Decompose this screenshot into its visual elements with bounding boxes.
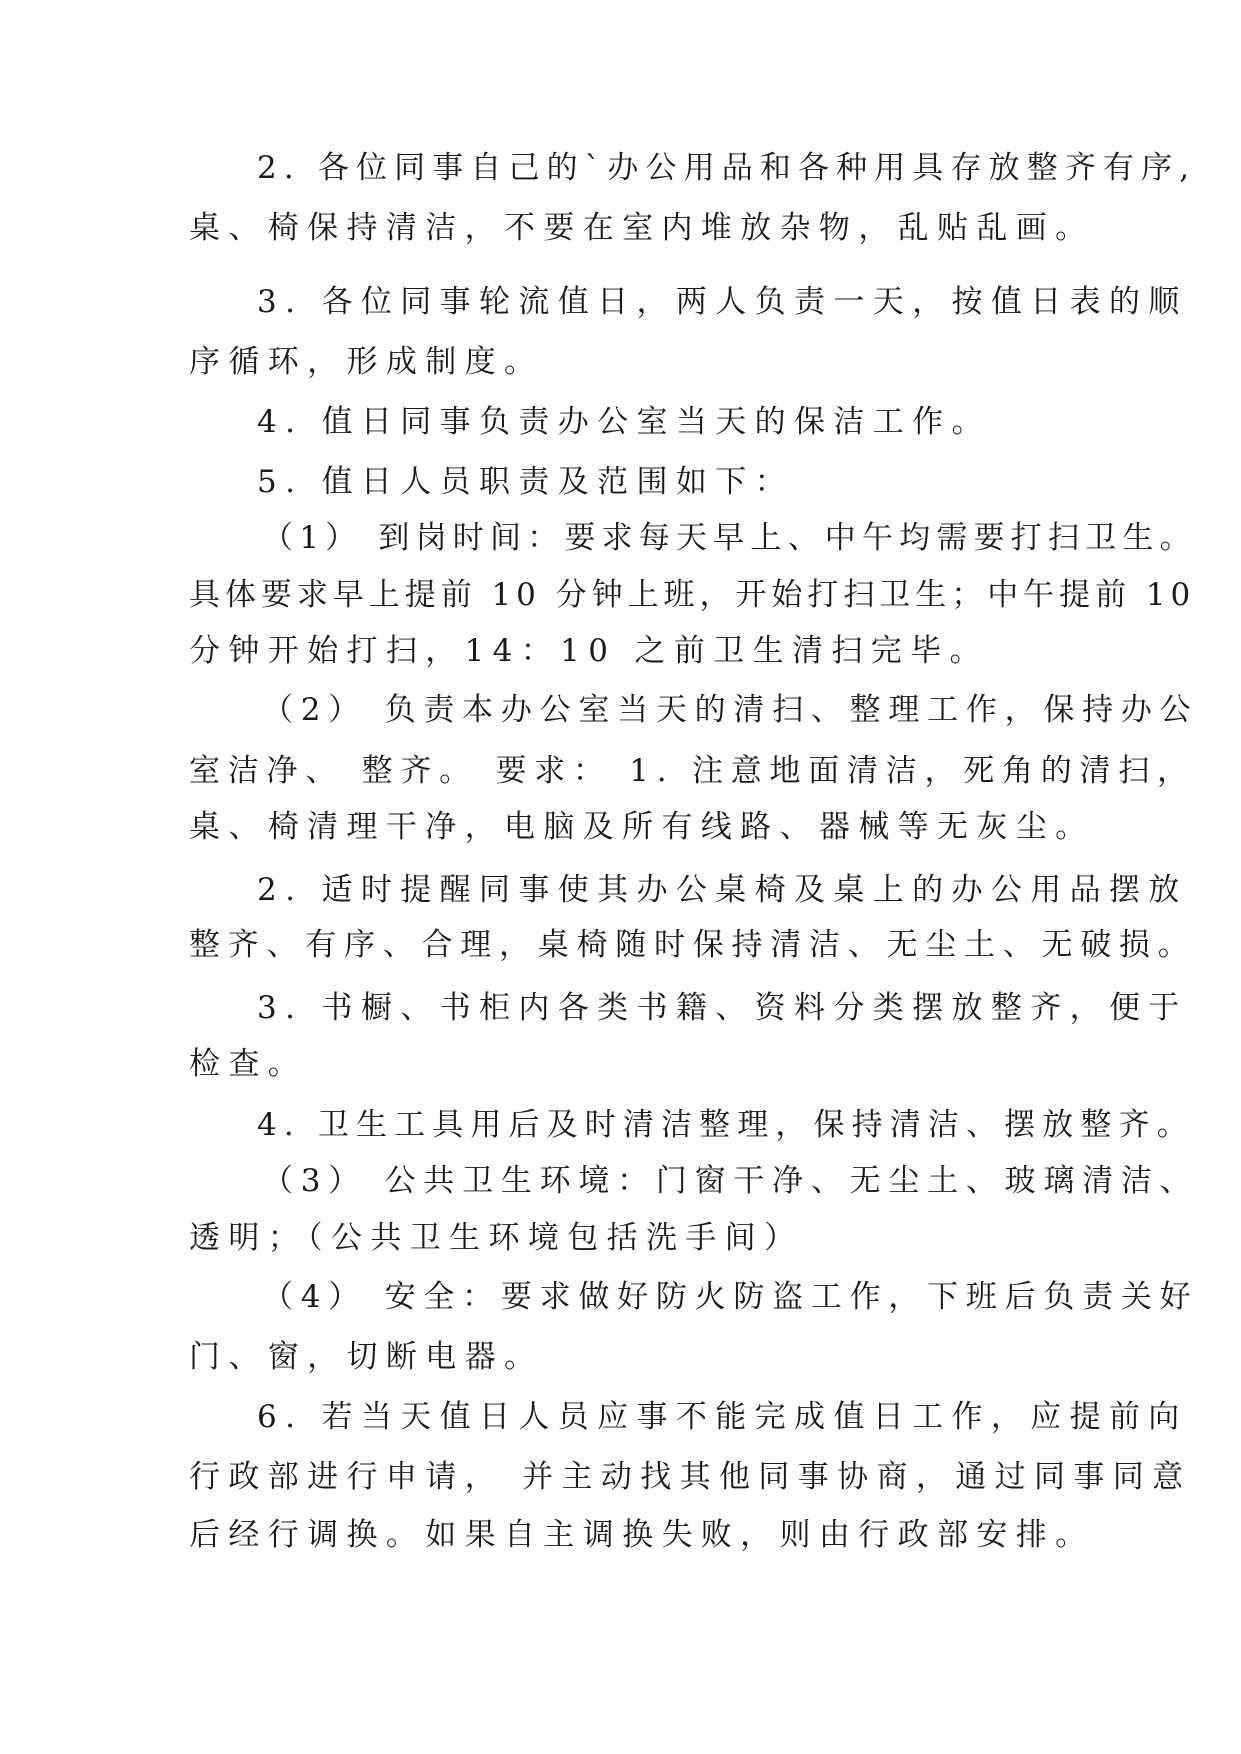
text-line: 2. 适时提醒同事使其办公桌椅及桌上的办公用品摆放 [257,872,1188,908]
text-line: 6. 若当天值日人员应事不能完成值日工作，应提前向 [257,1399,1188,1435]
text-line: 后经行调换。如果自主调换失败，则由行政部安排。 [189,1517,1095,1553]
text-line: （3） 公共卫生环境：门窗干净、无尘土、玻璃清洁、 [262,1163,1199,1199]
text-line: 3. 各位同事轮流值日，两人负责一天，按值日表的顺 [257,284,1188,320]
text-line: 具体要求早上提前 10 分钟上班，开始打扫卫生；中午提前 10 [189,577,1196,613]
text-line: （2） 负责本办公室当天的清扫、整理工作，保持办公 [262,692,1199,728]
text-line: 4. 卫生工具用后及时清洁整理，保持清洁、摆放整齐。 [257,1107,1195,1143]
text-line: 门、窗，切断电器。 [189,1339,544,1375]
text-line: 分钟开始打扫，14：10 之前卫生清扫完毕。 [189,633,989,669]
text-line: 行政部进行申请， 并主动找其他同事协商，通过同事同意 [189,1459,1192,1495]
text-line: 5. 值日人员职责及范围如下： [257,464,794,500]
text-line: （1） 到岗时间：要求每天早上、中午均需要打扫卫生。 [262,520,1197,556]
text-line: 透明；（公共卫生环境包括洗手间） [189,1220,804,1256]
text-line: 4. 值日同事负责办公室当天的保洁工作。 [257,404,991,440]
text-line: 检查。 [189,1046,308,1082]
text-line: 2. 各位同事自己的`办公用品和各种用具存放整齐有序, [257,150,1197,186]
text-line: 整齐、有序、合理，桌椅随时保持清洁、无尘土、无破损。 [189,927,1197,963]
text-line: （4） 安全：要求做好防火防盗工作，下班后负责关好 [262,1279,1199,1315]
text-line: 3. 书橱、书柜内各类书籍、资料分类摆放整齐，便于 [257,990,1188,1026]
text-line: 桌、椅保持清洁，不要在室内堆放杂物，乱贴乱画。 [189,210,1095,246]
text-line: 序循环，形成制度。 [189,344,544,380]
text-line: 室洁净、 整齐。 要求： 1. 注意地面清洁，死角的清扫， [189,753,1196,789]
text-line: 桌、椅清理干净，电脑及所有线路、器械等无灰尘。 [189,809,1095,845]
